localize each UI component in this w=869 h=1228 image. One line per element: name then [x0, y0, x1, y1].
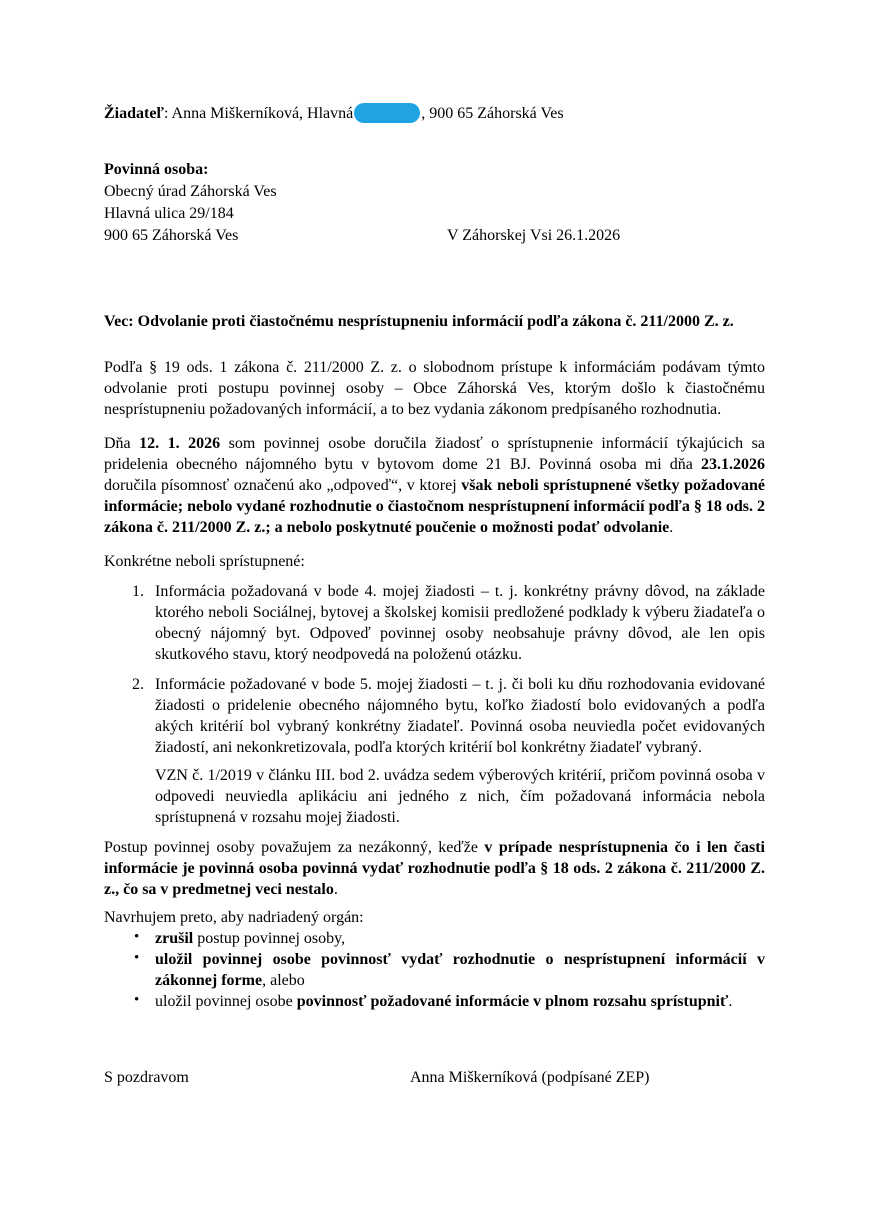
bullet-item-2-text: uložil povinnej osobe povinnosť vydať rozhodnutie o nesprístupnení informácií v zákonnej forme, alebo [155, 951, 765, 989]
bullet-item-3-text: uložil povinnej osobe povinnosť požadované informácie v plnom rozsahu sprístupniť. [155, 993, 733, 1010]
bullet-item-1 [104, 928, 765, 949]
redaction-pill [354, 103, 420, 123]
signature-row [104, 1067, 765, 1088]
bullet-icon: • [134, 929, 140, 945]
recipient-label: Povinná osoba: [104, 161, 209, 178]
bullet-item-2 [104, 949, 765, 991]
recipient-line-3 [104, 225, 765, 247]
bullet-item-3 [104, 991, 765, 1012]
proposal-intro: Navrhujem preto, aby nadriadený orgán: [104, 909, 364, 926]
numbered-item-2-text: Informácie požadované v bode 5. mojej žiadosti – t. j. či boli ku dňu rozhodovania evidované žiadosti o pridelenie obecného nájomného bytu, koľko žiadostí bolo evidovaných a podľa akých kritérií bol vybraný konkrétny žiadateľ. Povinná osoba neuviedla počet evidovaných žiadostí, ani nekonkretizovala, podľa ktorých kritérií bol konkrétny žiadateľ vybraný. [155, 676, 765, 756]
list-intro: Konkrétne neboli sprístupnené: [104, 553, 305, 570]
recipient-line-2: Hlavná ulica 29/184 [104, 205, 234, 222]
paragraph-illegality: Postup povinnej osoby považujem za nezákonný, keďže v prípade nesprístupnenia čo i len časti informácie je povinná osoba povinná vydať rozhodnutie podľa § 18 ods. 2 zákona č. 211/2000 Z. z., čo sa v predmetnej veci nestalo. [104, 839, 766, 898]
bullet-item-1-text: zrušil postup povinnej osoby, [155, 930, 346, 947]
recipient-city: 900 65 Záhorská Ves [104, 227, 239, 244]
applicant-label: Žiadateľ [104, 105, 164, 122]
paragraph-legal-basis: Podľa § 19 ods. 1 zákona č. 211/2000 Z. z. o slobodnom prístupe k informáciám podávam týmto odvolanie proti postupu povinnej osoby – Obce Záhorská Ves, ktorým došlo k čiastočnému nesprístupneniu požadovaných informácií, a to bez vydania zákonom predpísaného rozhodnutia. [104, 359, 765, 418]
applicant-text-after: , 900 65 Záhorská Ves [421, 105, 564, 122]
bullet-icon: • [134, 950, 140, 966]
subject-line: Vec: Odvolanie proti čiastočnému nesprístupneniu informácií podľa zákona č. 211/2000 Z. z. [104, 313, 734, 330]
place-date: V Záhorskej Vsi 26.1.2026 [447, 227, 621, 244]
bullet-icon: • [134, 992, 140, 1008]
signature-name: Anna Miškerníková (podpísané ZEP) [410, 1069, 650, 1086]
numbered-item-1-text: Informácia požadovaná v bode 4. mojej žiadosti – t. j. konkrétny právny dôvod, na základe ktorého neboli Sociálnej, bytovej a školskej komisii predložené podklady k výberu žiadateľa o obecný nájomný byt. Odpoveď povinnej osoby neobsahuje právny dôvod, ale len opis skutkového stavu, ktorý neodpovedá na položenú otázku. [155, 583, 765, 663]
salutation: S pozdravom [104, 1069, 189, 1086]
paragraph-vzn: VZN č. 1/2019 v článku III. bod 2. uvádza sedem výberových kritérií, pričom povinná osoba v odpovedi neuviedla aplikáciu ani jedného z nich, čím požadovaná informácia nebola sprístupnená v rozsahu mojej žiadosti. [155, 767, 765, 826]
numbered-item-2-marker: 2. [132, 676, 144, 693]
applicant-line [104, 103, 765, 124]
applicant-text-before: : Anna Miškerníková, Hlavná [163, 105, 354, 122]
paragraph-facts: Dňa 12. 1. 2026 som povinnej osobe doručila žiadosť o sprístupnenie informácií týkajúcich sa pridelenia obecného nájomného bytu v bytovom dome 21 BJ. Povinná osoba mi dňa 23.1.2026 doručila písomnosť označenú ako „odpoveď“, v ktorej však neboli sprístupnené všetky požadované informácie; nebolo vydané rozhodnutie o čiastočnom nesprístupnení informácií podľa § 18 ods. 2 zákona č. 211/2000 Z. z.; a nebolo poskytnuté poučenie o možnosti podať odvolanie. [104, 435, 766, 536]
numbered-item-1 [104, 581, 765, 665]
recipient-block [104, 159, 765, 247]
numbered-item-1-marker: 1. [132, 583, 144, 600]
numbered-item-2 [104, 674, 765, 758]
recipient-line-1: Obecný úrad Záhorská Ves [104, 183, 277, 200]
